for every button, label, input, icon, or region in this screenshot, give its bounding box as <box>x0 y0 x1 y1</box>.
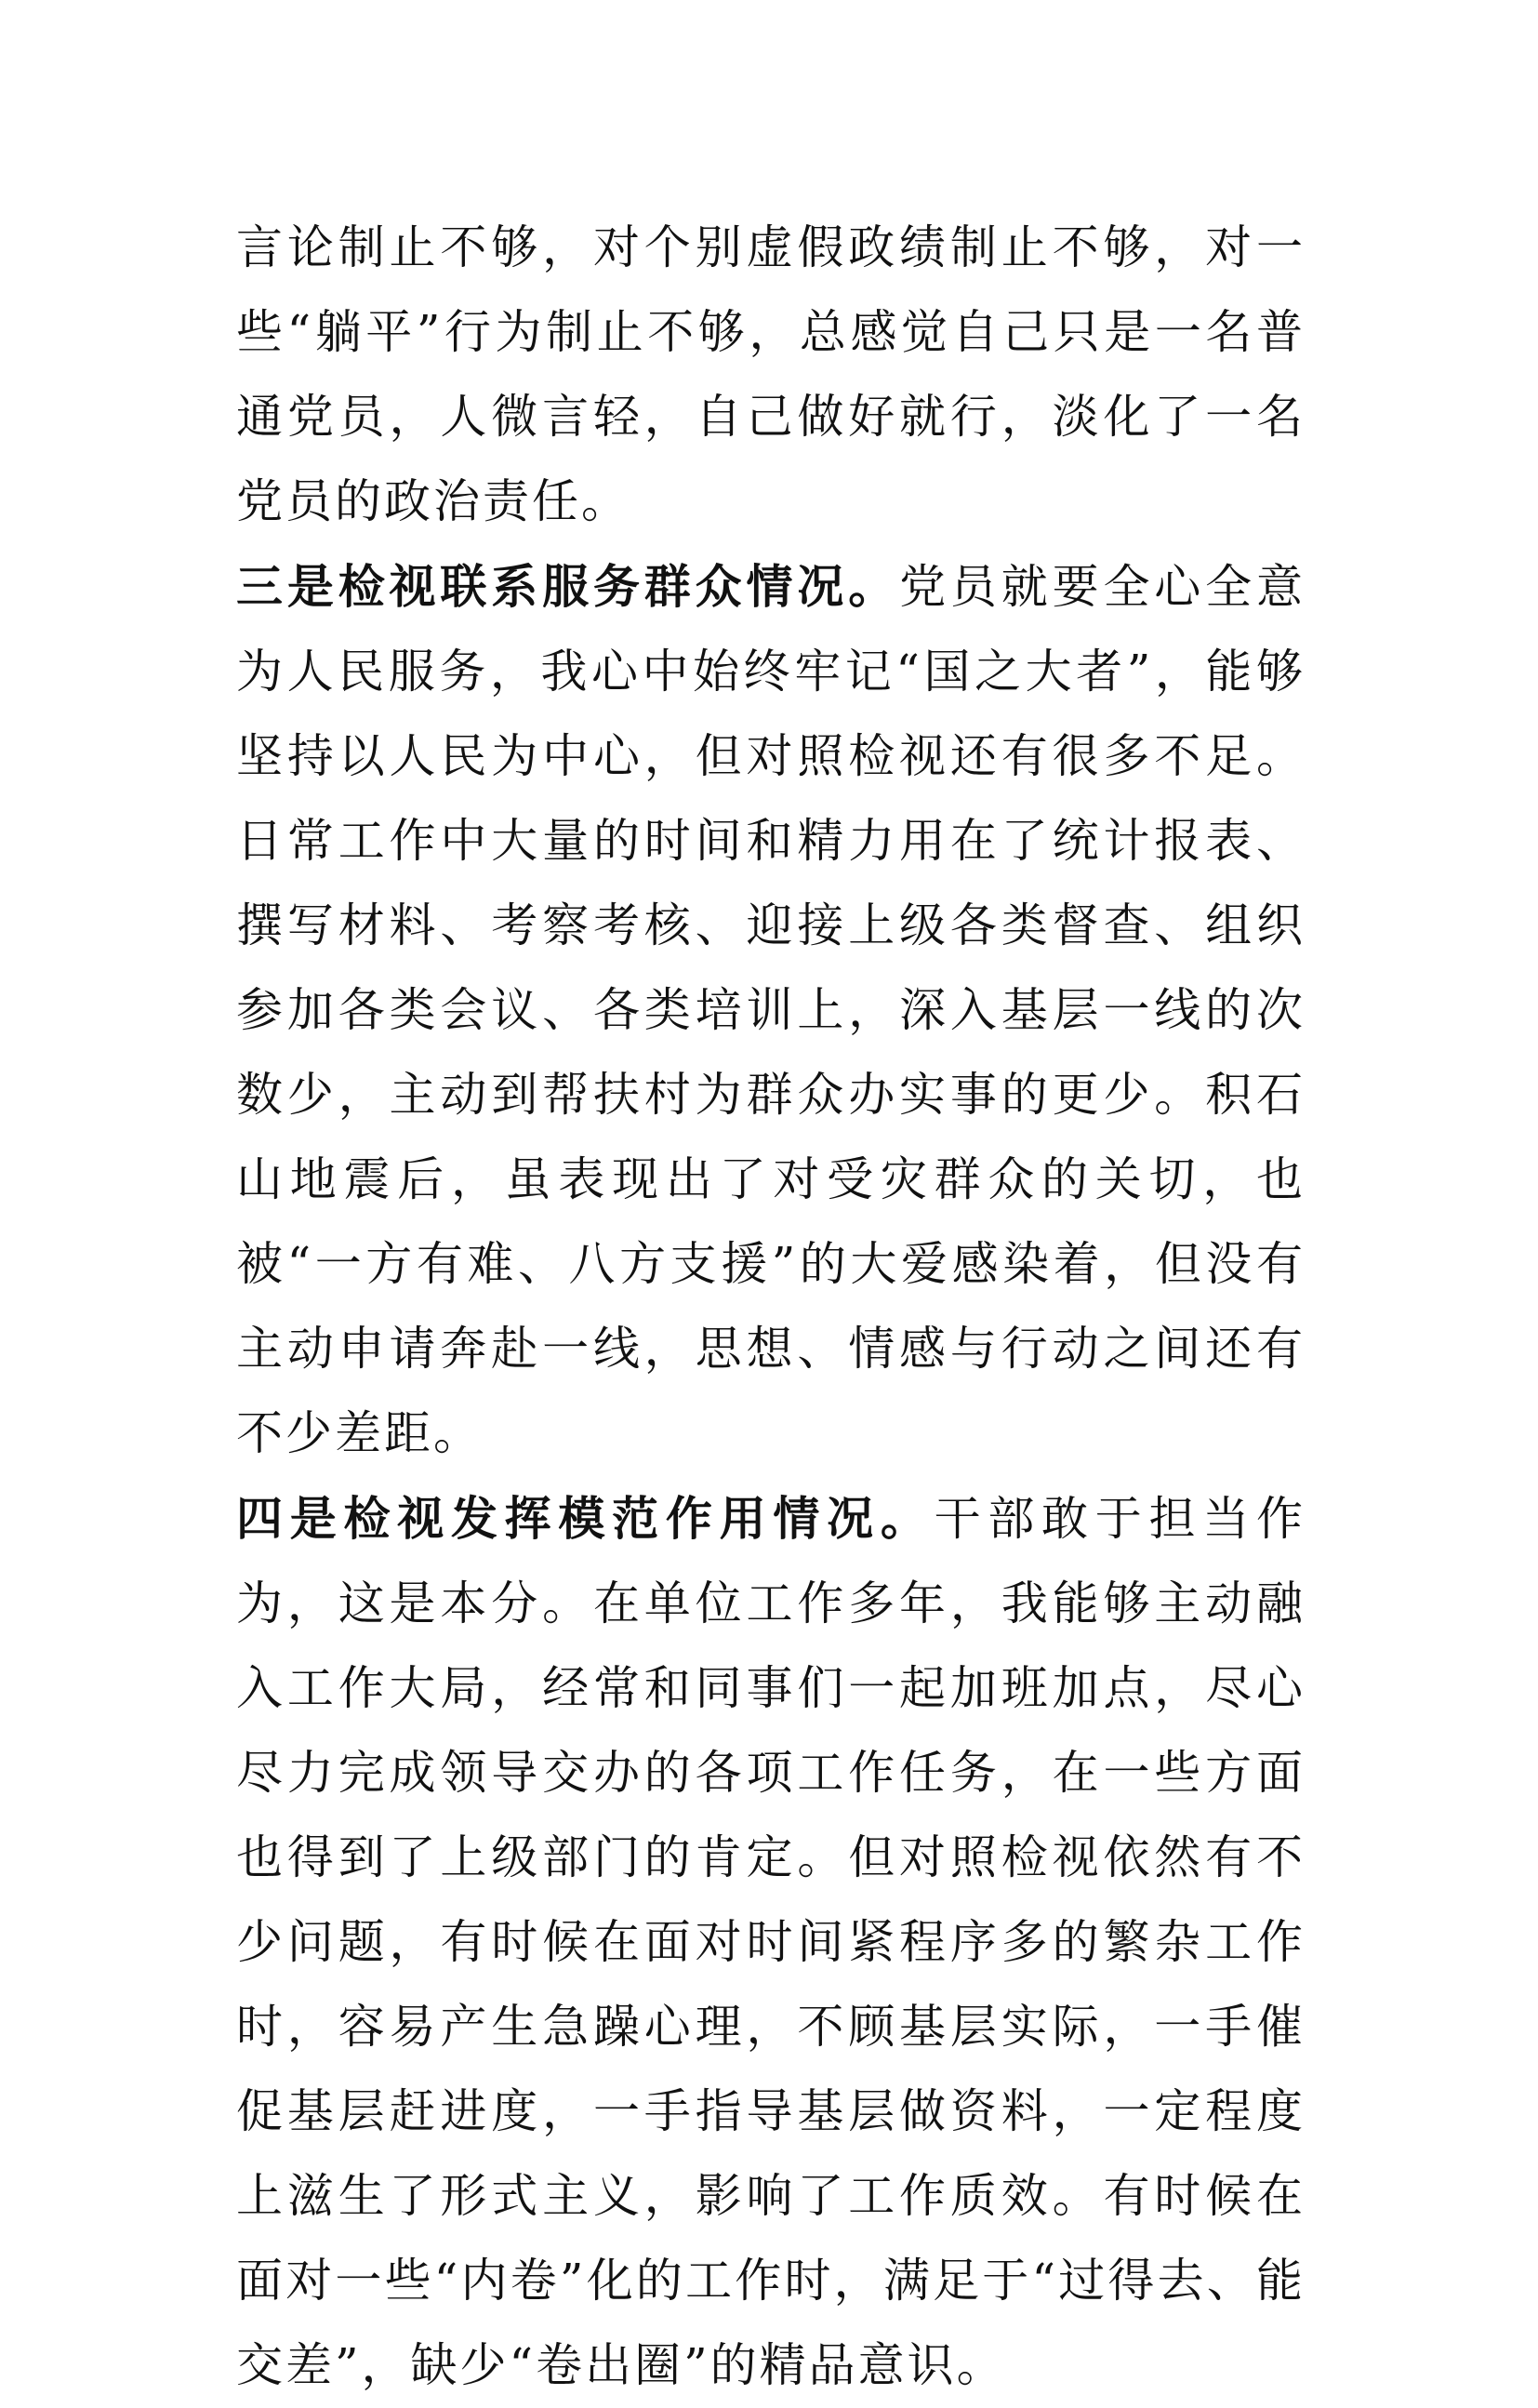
section-heading-four: 四是检视发挥模范作用情况。 <box>236 1491 935 1546</box>
paragraph-continuation <box>236 206 1306 544</box>
paragraph-text: 干部敢于担当作为，这是本分。在单位工作多年，我能够主动融入工作大局，经常和同事们一起加班加点，尽心尽力完成领导交办的各项工作任务，在一些方面也得到了上级部门的肯定。但对照检视依然有不少问题，有时候在面对时间紧程序多的繁杂工作时，容易产生急躁心理，不顾基层实际，一手催促基层赶进度，一手指导基层做资料，一定程度上滋生了形式主义，影响了工作质效。有时候在面对一些“内卷”化的工作时，满足于“过得去、能交差”，缺少“卷出圈”的精品意识。 <box>236 1492 1306 2392</box>
paragraph-text: 言论制止不够，对个别虚假政绩制止不够，对一些“躺平”行为制止不够，总感觉自己只是一名普通党员，人微言轻，自己做好就行，淡化了一名党员的政治责任。 <box>236 220 1306 528</box>
paragraph-section-three <box>236 544 1306 1476</box>
paragraph-section-four <box>236 1476 1306 2408</box>
paragraph-text: 党员就要全心全意为人民服务，我心中始终牢记“国之大者”，能够坚持以人民为中心，但对照检视还有很多不足。日常工作中大量的时间和精力用在了统计报表、撰写材料、考察考核、迎接上级各类督查、组织参加各类会议、各类培训上，深入基层一线的次数少，主动到帮扶村为群众办实事的更少。积石山地震后，虽表现出了对受灾群众的关切，也被“一方有难、八方支援”的大爱感染着，但没有主动申请奔赴一线，思想、情感与行动之间还有不少差距。 <box>236 560 1306 1460</box>
section-heading-three: 三是检视联系服务群众情况。 <box>236 559 900 614</box>
document-page <box>236 206 1306 2408</box>
